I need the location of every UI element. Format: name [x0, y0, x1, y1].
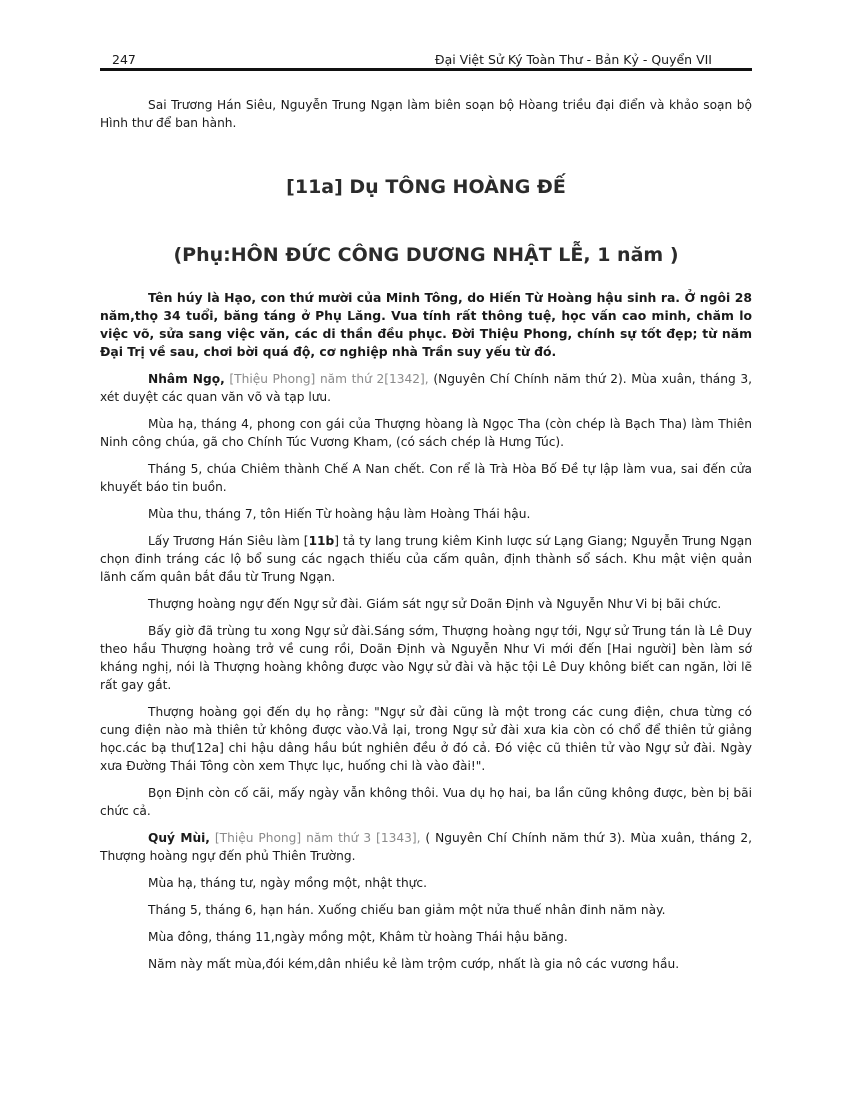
paragraph-text: ] tả ty lang trung kiêm Kinh lược sứ Lạng Giang; Nguyễn Trung Ngạn chọn đinh tráng các lộ bổ sung các ngạch thiếu của cấm quân, định thành sổ sách. Khu mật viện quản lãnh cấm quân bắt đầu từ Trung Ngạn. — [100, 534, 753, 584]
paragraph: Mùa thu, tháng 7, tôn Hiến Từ hoàng hậu làm Hoàng Thái hậu. — [148, 507, 531, 521]
book-title: Đại Việt Sử Ký Toàn Thư - Bản Kỷ - Quyển VII — [434, 52, 712, 67]
paragraph-text: Lấy Trương Hán Siêu làm [ — [148, 534, 309, 548]
paragraph: Mùa hạ, tháng 4, phong con gái của Thượng hòang là Ngọc Tha (còn chép là Bạch Tha) làm Thiên Ninh công chúa, gã cho Chính Túc Vương Kham, (có sách chép là Hưng Túc). — [100, 417, 752, 449]
page-marker: 11b — [308, 534, 335, 548]
page-number: 247 — [112, 52, 136, 67]
paragraph-top: Sai Trương Hán Siêu, Nguyễn Trung Ngạn làm biên soạn bộ Hòang triều đại điển và khảo soạn bộ Hình thư để ban hành. — [100, 98, 752, 130]
page-header — [100, 52, 752, 68]
page-content — [100, 96, 752, 973]
paragraph: Bấy giờ đã trùng tu xong Ngự sử đài.Sáng sớm, Thượng hoàng ngự tới, Ngự sử Trung tán là Lê Duy theo hầu Thượng hoàng trở về cung rồi, Doãn Định và Nguyễn Như Vi mới đến [Hai người] bèn làm sớ kháng nghị, nói là Thượng hoàng không được vào Ngự sử đài và hặc tội Lê Duy không biết can ngăn, lời lẽ rất gay gắt. — [100, 624, 752, 692]
header-rule — [100, 68, 752, 71]
paragraph: Bọn Định còn cố cãi, mấy ngày vẫn không thôi. Vua dụ họ hai, ba lần cũng không được, bèn bị bãi chức cả. — [100, 786, 752, 818]
paragraph-quy-mui — [100, 829, 752, 865]
paragraph: Mùa hạ, tháng tư, ngày mồng một, nhật thực. — [148, 876, 427, 890]
dynasty-heading: [11a] Dụ TÔNG HOÀNG ĐẾ — [286, 176, 566, 198]
paragraph: Mùa đông, tháng 11,ngày mồng một, Khâm từ hoàng Thái hậu băng. — [148, 930, 568, 944]
intro-paragraph: Tên húy là Hạo, con thứ mười của Minh Tông, do Hiến Từ Hoàng hậu sinh ra. Ở ngôi 28 năm,thọ 34 tuổi, băng táng ở Phụ Lăng. Vua tính rất thông tuệ, học vấn cao minh, chăm lo việc võ, sửa sang việc văn, các di thần đều phục. Đời Thiệu Phong, chính sự tốt đẹp; từ năm Đại Trị về sau, chơi bời quá độ, cơ nghiệp nhà Trần suy yếu từ đó. — [100, 290, 752, 359]
sub-heading: (Phụ:HÔN ĐỨC CÔNG DƯƠNG NHẬT LỄ, 1 năm ) — [173, 244, 679, 266]
year-label: Nhâm Ngọ, — [148, 372, 225, 386]
year-label: Quý Mùi, — [148, 831, 210, 845]
paragraph: Năm này mất mùa,đói kém,dân nhiều kẻ làm trộm cướp, nhất là gia nô các vương hầu. — [148, 957, 680, 971]
paragraph: Thượng hoàng ngự đến Ngự sử đài. Giám sát ngự sử Doãn Định và Nguyễn Như Vi bị bãi chức. — [148, 597, 722, 611]
paragraph: Thượng hoàng gọi đến dụ họ rằng: "Ngự sử đài cũng là một trong các cung điện, chưa từng có cung điện nào mà thiên tử không được vào.Vả lại, trong Ngự sử đài xưa kia còn có chổ để thiên tử giảng học.các bạ thư[12a] chi hậu dâng hầu bút nghiên đều ở đó cả. Đó việc cũ thiên tử vào Ngự sử đài. Ngày xưa Đường Thái Tông còn xem Thực lục, huống chi là vào đài!". — [100, 705, 752, 773]
paragraph-text: ( Nguyên Chí Chính năm thứ 3). Mùa xuân, tháng 2, Thượng hoàng ngự đến phủ Thiên Trường. — [100, 831, 752, 863]
paragraph-text: (Nguyên Chí Chính năm thứ 2). Mùa xuân, tháng 3, xét duyệt các quan văn võ và tạp lưu. — [100, 372, 752, 404]
era-label: [Thiệu Phong] năm thứ 3 [1343], — [209, 831, 421, 845]
paragraph-truong-han-sieu — [100, 532, 752, 586]
paragraph-nham-ngo — [100, 370, 752, 406]
paragraph: Tháng 5, tháng 6, hạn hán. Xuống chiếu ban giảm một nửa thuế nhân đinh năm này. — [148, 903, 666, 917]
era-label: [Thiệu Phong] năm thứ 2[1342], — [224, 372, 429, 386]
paragraph: Tháng 5, chúa Chiêm thành Chế A Nan chết. Con rể là Trà Hòa Bố Đề tự lập làm vua, sai đến cửa khuyết báo tin buồn. — [100, 462, 752, 494]
